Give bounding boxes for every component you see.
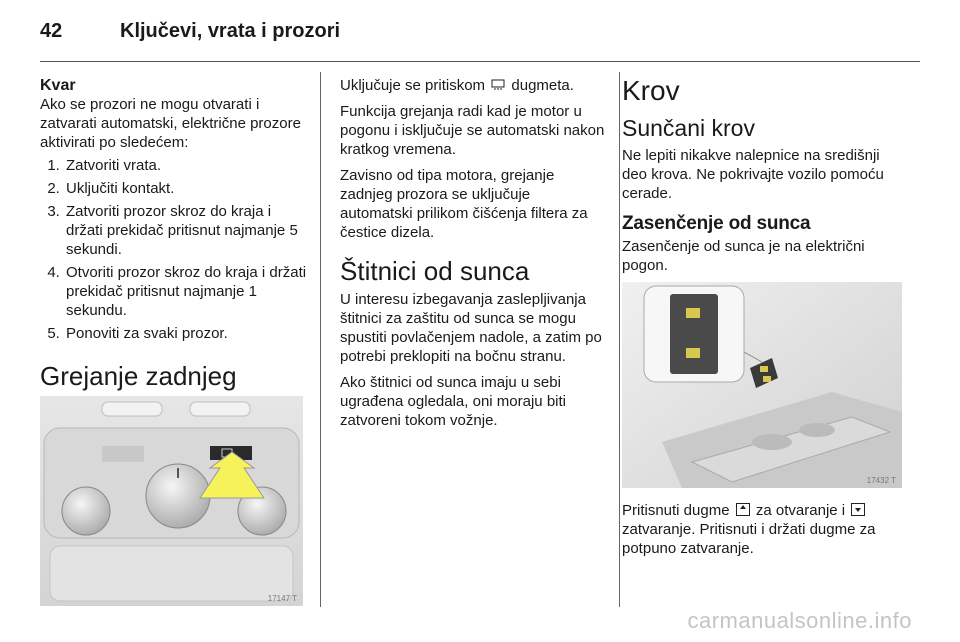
step-item: 3. Zatvoriti prozor skroz do kraja i držati prekidač pritisnut najmanje 5 sekundi.: [64, 202, 308, 259]
sunroof-text: Ne lepiti nikakve nalepnice na središnji deo krova. Ne pokrivajte vozilo pomoću cerade.: [622, 147, 884, 202]
sun-visor-heading: Štitnici od sunca: [340, 256, 530, 286]
chapter-title: Ključevi, vrata i prozori: [120, 20, 341, 42]
heating-heading: Grejanje zadnjeg: [40, 361, 237, 391]
step-item: 1. Zatvoriti vrata.: [64, 156, 308, 175]
heating-text-3: Zavisno od tipa motora, grejanje zadnjeg prozora se uključuje automatski prilikom čišćenja filtera za čestice dizela.: [340, 167, 588, 241]
heating-text-1: [340, 76, 605, 95]
roof-console-figure: [622, 282, 902, 488]
figure-number: 17432 T: [866, 476, 896, 485]
page-number: 42: [40, 20, 63, 42]
header-divider: [40, 61, 920, 62]
sun-visor-text-2: Ako štitnici od sunca imaju u sebi ugrađena ogledala, oni moraju biti zatvoreni tokom vožnje.: [340, 374, 566, 429]
rear-defrost-icon: [491, 77, 505, 88]
kvar-text: Ako se prozori ne mogu otvarati i zatvarati automatski, električne prozore aktivirati po sledećem:: [40, 96, 301, 151]
sunroof-heading: Sunčani krov: [622, 115, 755, 141]
climate-panel-illustration: [40, 396, 303, 606]
press-text-block: [622, 501, 907, 558]
column-divider-1: [320, 72, 321, 607]
climate-panel-figure: [40, 396, 303, 606]
steps-list: [40, 156, 308, 343]
sun-visor-text-1: U interesu izbegavanja zaslepljivanja štitnici za zaštitu od sunca se mogu spustiti povlačenjem nadole, a zatim po potrebi preklopiti na bočnu stranu.: [340, 291, 602, 365]
roof-console-illustration: [622, 282, 902, 488]
column-left: [40, 76, 308, 431]
step-item: 4. Otvoriti prozor skroz do kraja i držati prekidač pritisnut najmanje 1 sekundu.: [64, 263, 308, 320]
heating-text-2: Funkcija grejanja radi kad je motor u pogonu i isključuje se automatski nakon kratkog vremena.: [340, 103, 605, 158]
press-text-a: Pritisnuti dugme: [622, 502, 730, 519]
step-item: 5. Ponoviti za svaki prozor.: [64, 324, 308, 343]
kvar-heading: Kvar: [40, 77, 76, 94]
step-item: 2. Uključiti kontakt.: [64, 179, 308, 198]
press-text-b: za otvaranje i: [755, 502, 846, 519]
press-text-c: zatvaranje. Pritisnuti i držati dugme za potpuno zatvaranje.: [622, 521, 876, 557]
figure-number: 17147 T: [267, 594, 297, 603]
column-divider-2: [619, 72, 620, 607]
shade-text: Zasenčenje od sunca je na električni pogon.: [622, 238, 865, 274]
column-middle: [340, 76, 605, 437]
shade-heading: Zasenčenje od sunca: [622, 213, 811, 234]
column-right: [622, 74, 907, 275]
page-header: [40, 20, 920, 60]
shade-close-icon: [851, 503, 865, 516]
roof-heading: Krov: [622, 75, 680, 106]
heating-text-1a: Uključuje se pritiskom: [340, 77, 486, 94]
watermark: carmanualsonline.info: [687, 608, 912, 633]
heating-text-1b: dugmeta.: [511, 77, 574, 94]
shade-open-icon: [736, 503, 750, 516]
press-text: [622, 501, 907, 558]
